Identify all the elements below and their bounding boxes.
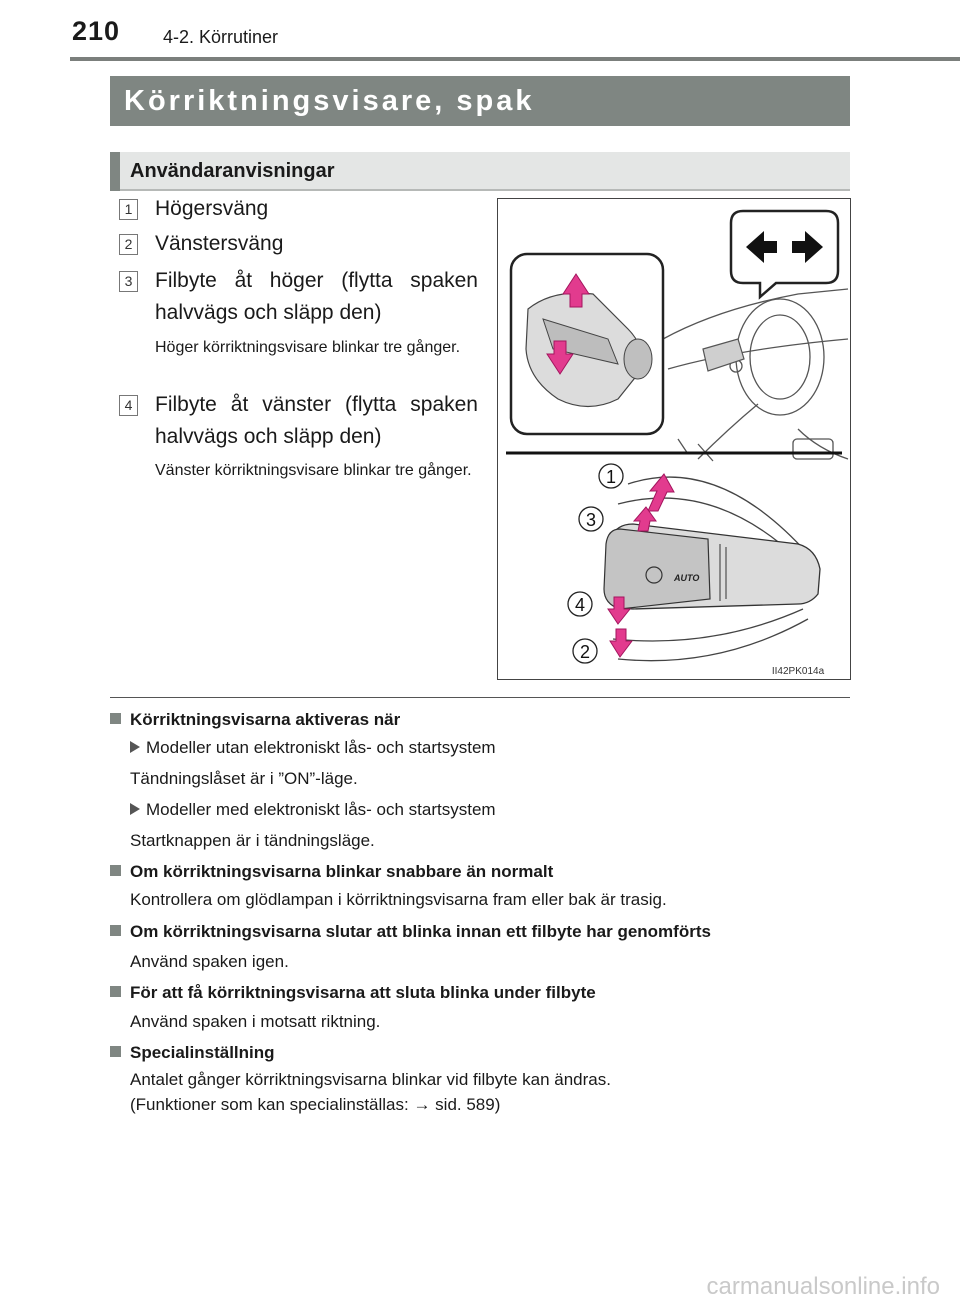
triangle-bullet-icon bbox=[130, 741, 140, 753]
dashboard-sketch bbox=[663, 289, 848, 461]
note-heading-4 bbox=[110, 983, 596, 1003]
note-line: Använd spaken i motsatt riktning. bbox=[130, 1012, 381, 1031]
note-line: Använd spaken igen. bbox=[130, 952, 289, 971]
square-bullet-icon bbox=[110, 925, 121, 936]
note-line-text: Modeller med elektroniskt lås- och startsystem bbox=[146, 800, 496, 819]
callout-2: 2 bbox=[579, 642, 591, 662]
item-number-4: 4 bbox=[119, 395, 138, 416]
note-line-text: Modeller utan elektroniskt lås- och startsystem bbox=[146, 738, 496, 757]
square-bullet-icon bbox=[110, 1046, 121, 1057]
item-text-4: Filbyte åt vänster (flytta spaken halvvägs och släpp den) bbox=[155, 393, 478, 448]
note-line: Tändningslåset är i ”ON”-läge. bbox=[130, 769, 358, 788]
note-line: Kontrollera om glödlampan i körriktningsvisarna fram eller bak är trasig. bbox=[130, 890, 667, 909]
header-rule bbox=[70, 57, 960, 61]
page-title-bar bbox=[110, 76, 850, 126]
triangle-bullet-icon bbox=[130, 803, 140, 815]
note-heading-text: Körriktningsvisarna aktiveras när bbox=[130, 710, 401, 729]
chapter-title: 4-2. Körrutiner bbox=[163, 27, 279, 47]
note-heading-1 bbox=[110, 710, 400, 730]
item-text-2: Vänstersväng bbox=[155, 232, 284, 255]
note-heading-text: Specialinställning bbox=[130, 1043, 275, 1062]
note-heading-text: För att få körriktningsvisarna att sluta blinka under filbyte bbox=[130, 983, 596, 1002]
note-line: Startknappen är i tändningsläge. bbox=[130, 831, 375, 850]
note-heading-2 bbox=[110, 862, 553, 882]
page-title: Körriktningsvisare, spak bbox=[124, 85, 535, 117]
signal-arrows-callout bbox=[731, 211, 838, 297]
dashboard-lever bbox=[703, 339, 744, 371]
section-accent bbox=[110, 152, 120, 191]
figure-code: II42PK014a bbox=[771, 666, 825, 677]
item-text-1: Högersväng bbox=[155, 197, 269, 220]
section-bar bbox=[110, 152, 850, 191]
item-text-3: Filbyte åt höger (flytta spaken halvvägs och släpp den) bbox=[155, 269, 478, 324]
note-heading-3 bbox=[110, 922, 711, 942]
item-sub-4: Vänster körriktningsvisare blinkar tre gånger. bbox=[155, 462, 472, 479]
square-bullet-icon bbox=[110, 713, 121, 724]
left-full-arrow-icon bbox=[610, 629, 632, 657]
item-number-2: 2 bbox=[119, 234, 138, 255]
turn-signal-figure bbox=[497, 198, 851, 680]
square-bullet-icon bbox=[110, 865, 121, 876]
page-number: 210 bbox=[72, 16, 121, 46]
turn-signal-lever bbox=[604, 524, 820, 609]
right-full-arrow-icon bbox=[648, 474, 674, 511]
item-number-1: 1 bbox=[119, 199, 138, 220]
note-line bbox=[130, 799, 496, 821]
item-number-3: 3 bbox=[119, 271, 138, 292]
watermark: carmanualsonline.info bbox=[706, 1273, 940, 1300]
callout-1: 1 bbox=[605, 467, 617, 487]
section-divider bbox=[110, 697, 850, 698]
section-title: Användaranvisningar bbox=[130, 160, 335, 182]
note-line: Antalet gånger körriktningsvisarna blinkar vid filbyte kan ändras. bbox=[130, 1070, 611, 1089]
note-heading-text: Om körriktningsvisarna slutar att blinka innan ett filbyte har genomförts bbox=[130, 922, 711, 941]
note-line bbox=[130, 737, 496, 759]
callout-3: 3 bbox=[585, 510, 597, 530]
note-heading-5 bbox=[110, 1043, 275, 1063]
auto-label: AUTO bbox=[674, 573, 700, 583]
callout-4: 4 bbox=[574, 595, 586, 615]
figure-illustration bbox=[498, 199, 850, 679]
square-bullet-icon bbox=[110, 986, 121, 997]
note-line: (Funktioner som kan specialinställas: → sid. 589) bbox=[130, 1095, 501, 1114]
item-sub-3: Höger körriktningsvisare blinkar tre gånger. bbox=[155, 339, 461, 356]
note-heading-text: Om körriktningsvisarna blinkar snabbare än normalt bbox=[130, 862, 554, 881]
